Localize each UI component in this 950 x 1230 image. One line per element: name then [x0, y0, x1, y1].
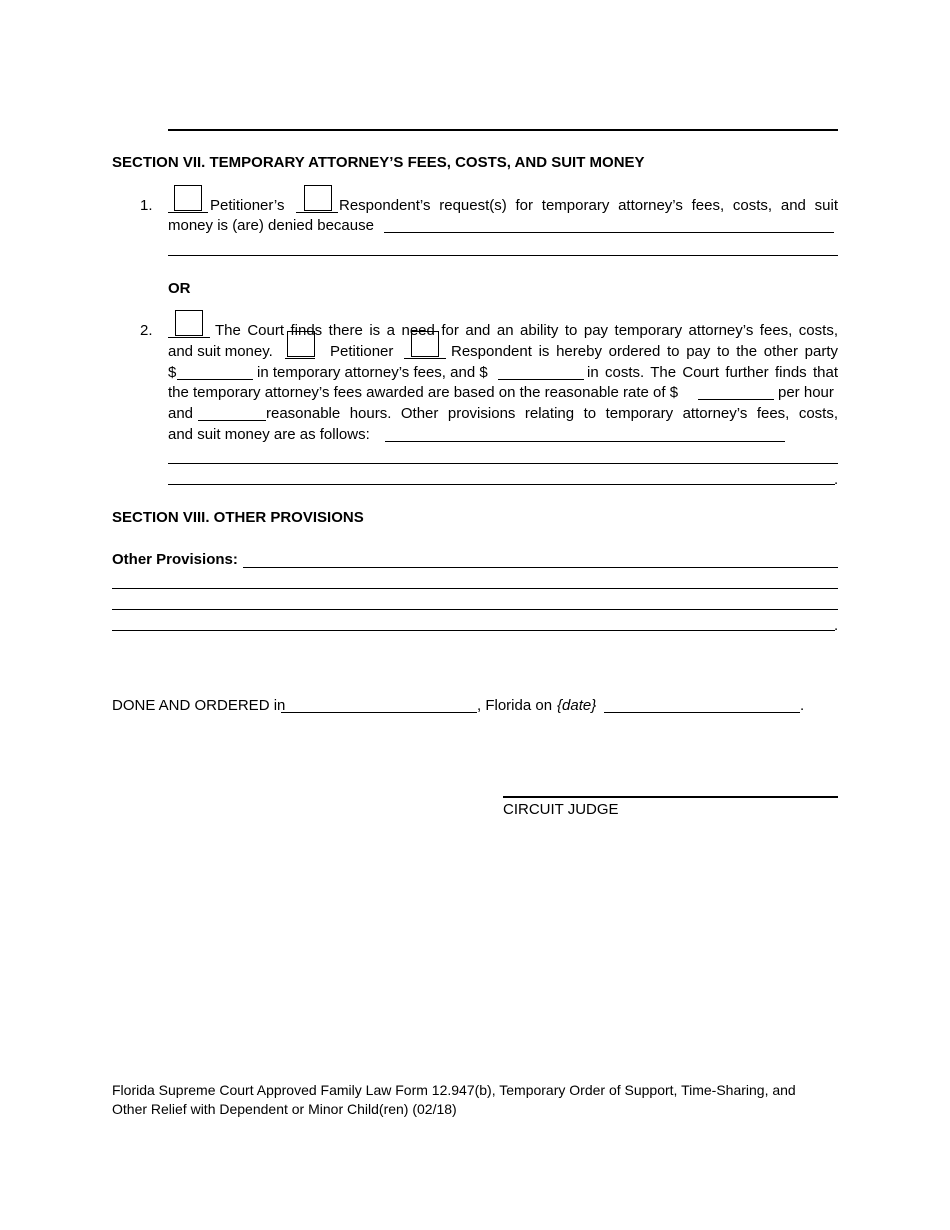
item2-number: 2. — [140, 322, 153, 339]
hourly-rate-field[interactable] — [698, 399, 774, 400]
item1-line1-text: Respondent’s request(s) for temporary attorney’s fees, costs, and suit — [339, 197, 838, 214]
other-provisions-line-2[interactable] — [112, 588, 838, 589]
other-provisions-line-4[interactable] — [112, 630, 835, 631]
court-finds-checkbox[interactable] — [175, 310, 203, 336]
item2-line6: and suit money are as follows: — [168, 426, 370, 443]
denied-reason-line-2[interactable] — [168, 255, 838, 256]
item2-line2b: Petitioner — [330, 343, 394, 360]
line-end-period: . — [834, 471, 839, 488]
other-provisions-label: Other Provisions: — [112, 551, 238, 568]
item1-petitioner-label: Petitioner’s — [210, 197, 285, 214]
other-fee-provisions-line-3[interactable] — [168, 484, 835, 485]
other-fee-provisions-line-2[interactable] — [168, 463, 838, 464]
denied-reason-field[interactable] — [384, 232, 834, 233]
item2-line1-text: The Court finds there is a need for and an ability to pay temporary attorney’s fees, costs, — [215, 322, 838, 339]
attorney-fees-amount-field[interactable] — [177, 379, 253, 380]
circuit-judge-label: CIRCUIT JUDGE — [503, 801, 619, 818]
item1-respondent-blank — [296, 212, 338, 213]
other-fee-provisions-field[interactable] — [385, 441, 785, 442]
item2-line5a: and — [168, 405, 194, 422]
other-provisions-line-1[interactable] — [243, 567, 838, 568]
item1-number: 1. — [140, 197, 153, 214]
petitioner-fees-checkbox[interactable] — [174, 185, 202, 211]
top-divider — [168, 129, 838, 131]
done-ordered-florida: , Florida on — [477, 697, 553, 714]
footer-line-2: Other Relief with Dependent or Minor Child(ren) (02/18) — [112, 1101, 457, 1117]
item2-line4b: per hour — [778, 384, 834, 401]
judge-signature-line[interactable] — [503, 796, 838, 798]
item2-line4a: the temporary attorney’s fees awarded are based on the reasonable rate of $ — [168, 384, 679, 401]
respondent-fees-checkbox[interactable] — [304, 185, 332, 211]
date-field[interactable] — [604, 712, 800, 713]
item1-line2-text: money is (are) denied because — [168, 217, 374, 234]
section-vii-title: SECTION VII. TEMPORARY ATTORNEY’S FEES, COSTS, AND SUIT MONEY — [112, 154, 645, 171]
item2-line5b: reasonable hours. Other provisions relating to temporary attorney’s fees, costs, — [266, 405, 838, 422]
item2-line2a: and suit money. — [168, 343, 273, 360]
date-label: {date} — [557, 697, 597, 714]
item2-line3a: $ — [168, 364, 177, 381]
item2-petitioner-blank — [285, 358, 315, 359]
item2-court-blank — [168, 337, 210, 338]
section-viii-title: SECTION VIII. OTHER PROVISIONS — [112, 509, 364, 526]
item2-respondent-blank — [404, 358, 446, 359]
city-field[interactable] — [281, 712, 477, 713]
item2-line3b: in temporary attorney’s fees, and $ — [257, 364, 488, 381]
line-end-period: . — [834, 617, 839, 634]
petitioner-pay-checkbox[interactable] — [287, 331, 315, 357]
footer-line-1: Florida Supreme Court Approved Family Law Form 12.947(b), Temporary Order of Support, Time-Sharing, and — [112, 1082, 796, 1098]
item2-line3c: in costs. The Court further finds that — [587, 364, 838, 381]
costs-amount-field[interactable] — [498, 379, 584, 380]
or-label: OR — [168, 280, 191, 297]
done-ordered-prefix: DONE AND ORDERED in — [112, 697, 286, 714]
reasonable-hours-field[interactable] — [198, 420, 266, 421]
item2-line2c: Respondent is hereby ordered to pay to the other party — [451, 343, 838, 360]
done-ordered-period: . — [800, 697, 805, 714]
item1-petitioner-blank — [168, 212, 208, 213]
respondent-pay-checkbox[interactable] — [411, 331, 439, 357]
other-provisions-line-3[interactable] — [112, 609, 838, 610]
